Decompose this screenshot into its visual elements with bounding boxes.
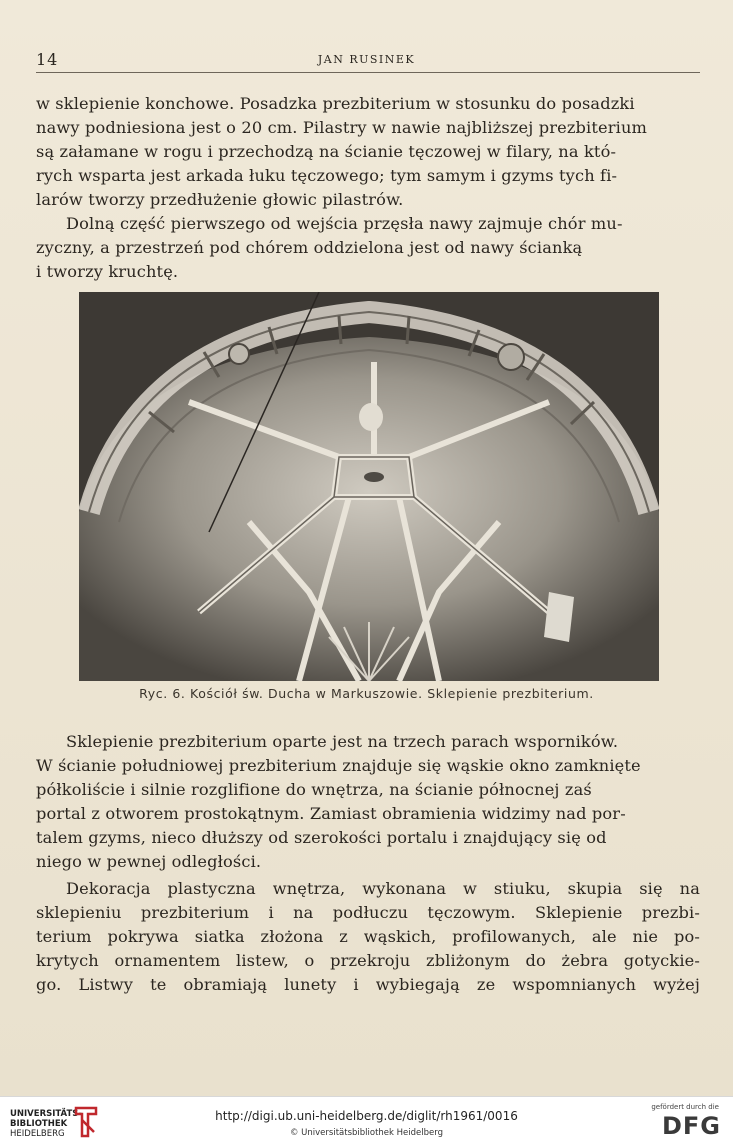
header-rule [36,72,700,73]
copyright-notice: © Universitätsbibliothek Heidelberg [289,1128,443,1138]
funding-note: gefördert durch die [651,1103,719,1111]
text-line: W ścianie południowej prezbiterium znajduje się wąskie okno zamknięte [36,756,641,775]
dfg-logo[interactable]: DFG [661,1112,721,1140]
vault-photograph [79,292,659,681]
text-line: talem gzyms, nieco dłuższy od szerokości portalu i znajdujący się od [36,828,607,847]
text-line: i tworzy kruchtę. [36,262,179,281]
paragraph-3 [36,730,700,874]
page-number: 14 [36,50,59,69]
paragraph-2 [36,212,700,284]
library-name-line2: BIBLIOTHEK [10,1119,68,1129]
text-line: Dekoracja plastyczna wnętrza, wykonana w stiuku, skupia się na [66,879,700,898]
text-line: zyczny, a przestrzeń pod chórem oddzielona jest od nawy ścianką [36,238,583,257]
viewer-footer [0,1096,733,1148]
figure-caption: Ryc. 6. Kościół św. Ducha w Markuszowie. Sklepienie prezbiterium. [139,686,594,701]
running-head: JAN RUSINEK [317,53,416,66]
text-line: są załamane w rogu i przechodzą na ścianie tęczowej w filary, na któ- [36,142,617,161]
text-line: go. Listwy te obramiają lunety i wybiegają ze wspomnianych wyżej [36,975,700,994]
text-line: krytych ornamentem listew, o przekroju zbliżonym do żebra gotyckie- [36,951,700,970]
text-line: nawy podniesiona jest o 20 cm. Pilastry w nawie najbliższej prezbiterium [36,118,648,137]
library-name-line3: HEIDELBERG [10,1129,65,1139]
text-line: larów tworzy przedłużenie głowic pilastrów. [36,190,404,209]
vault-illustration [79,292,659,681]
paragraph-4 [36,877,700,997]
text-line: niego w pewnej odległości. [36,852,262,871]
text-line: sklepieniu prezbiterium i na podłuczu tęczowym. Sklepienie prezbi- [36,903,700,922]
text-line: portal z otworem prostokątnym. Zamiast obramienia widzimy nad por- [36,804,626,823]
library-name-line1: UNIVERSITÄTS- [10,1109,82,1119]
text-line: Dolną część pierwszego od wejścia przęsła nawy zajmuje chór mu- [66,214,623,233]
permalink-url[interactable]: http://digi.ub.uni-heidelberg.de/diglit/rh1961/0016 [215,1109,518,1123]
text-line: terium pokrywa siatka złożona z wąskich, profilowanych, ale nie po- [36,927,700,946]
paragraph-1 [36,92,700,212]
text-block-top [36,92,700,284]
text-line: półkoliście i silnie rozglifione do wnętrza, na ścianie północnej zaś [36,780,592,799]
text-line: w sklepienie konchowe. Posadzka prezbiterium w stosunku do posadzki [36,94,635,113]
text-line: Sklepienie prezbiterium oparte jest na trzech parach wsporników. [66,732,619,751]
text-line: rych wsparta jest arkada łuku tęczowego; tym samym i gzyms tych fi- [36,166,618,185]
text-block-bottom [36,730,700,997]
